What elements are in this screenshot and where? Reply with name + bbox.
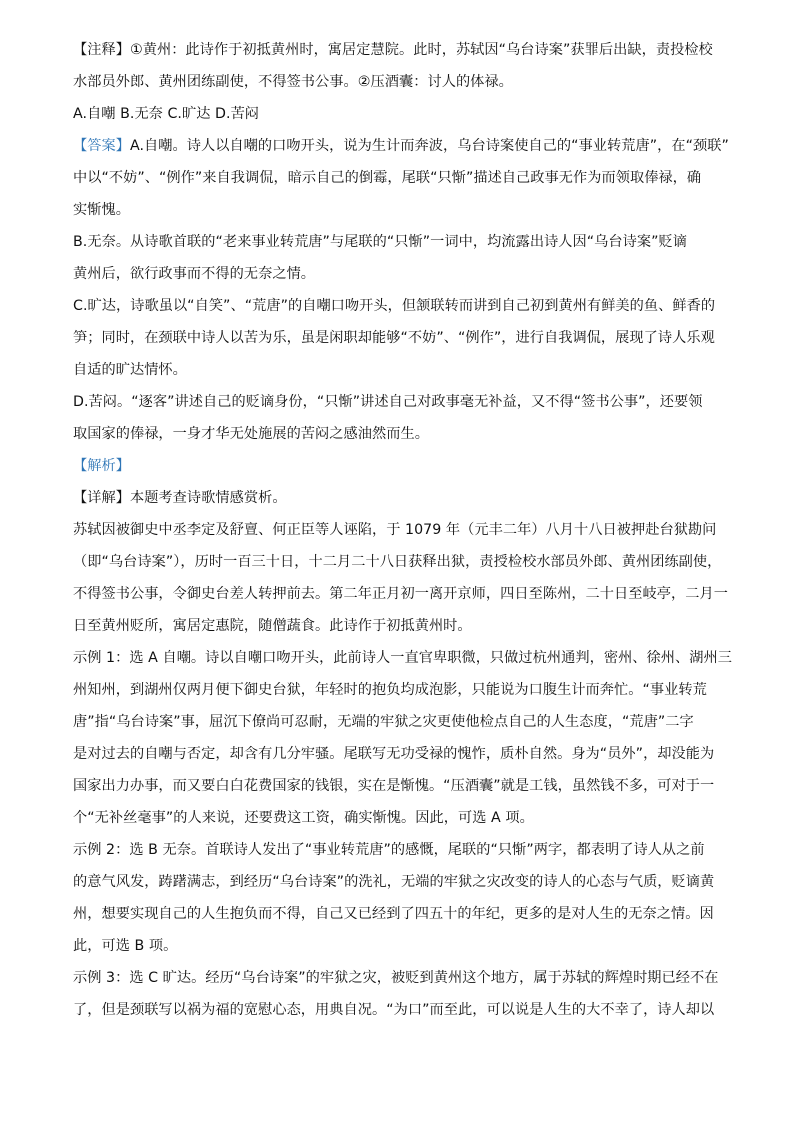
text-segment: ①黄州：此诗作于初抵黄州时，寓居定慧院。此时，苏轼因“乌台诗案”获罪后出缺，责投检校 [129, 42, 713, 58]
text-line [73, 104, 723, 124]
text-segment: 中以“不妨”、“例作”来自我调侃，暗示自己的倒霉，尾联“只惭”描述自己政事无作为而领取俸禄，确 [73, 170, 702, 186]
text-line [73, 552, 723, 572]
text-line [73, 872, 723, 892]
text-line [73, 776, 723, 796]
section-heading: 【解析】 [73, 458, 130, 474]
text-segment: 是对过去的自嘲与否定，却含有几分牢骚。尾联写无功受禄的愧怍，质朴自然。身为“员外”，却没能为 [73, 746, 715, 762]
text-segment: 了，但是颈联写以祸为福的宽慰心态，用典自况。“为口”而至此，可以说是人生的大不幸了，诗人却以 [73, 1002, 715, 1018]
text-line [73, 968, 723, 988]
text-segment: 唐”指“乌台诗案”事，屈沉下僚尚可忍耐，无端的牢狱之灾更使他检点自己的人生态度，“荒唐”二字 [73, 714, 694, 730]
text-segment: 自适的旷达情怀。 [73, 362, 187, 378]
text-line [73, 840, 723, 860]
text-line [73, 40, 723, 60]
text-segment: 国家出力办事，而又要白白花费国家的钱银，实在是惭愧。“压酒囊”就是工钱，虽然钱不多，可对于一 [73, 778, 715, 794]
text-line [73, 616, 723, 636]
text-line [73, 744, 723, 764]
text-line [73, 200, 723, 220]
text-segment: 苏轼因被御史中丞李定及舒亶、何正臣等人诬陷，于 1079 年（元丰二年）八月十八日被押赴台狱勘问 [73, 522, 717, 538]
text-segment: 此，可选 B 项。 [73, 938, 178, 954]
text-line [73, 520, 723, 540]
text-line [73, 328, 723, 348]
text-segment: 日至黄州贬所，寓居定惠院，随僧蔬食。此诗作于初抵黄州时。 [73, 618, 472, 634]
text-segment: A.自嘲。诗人以自嘲的口吻开头，说为生计而奔波，乌台诗案使自己的“事业转荒唐”，在“颈联” [129, 138, 729, 154]
text-segment: 【注释】 [73, 42, 130, 58]
text-segment: 个“无补丝毫事”的人来说，还要费这工资，确实惭愧。因此，可选 A 项。 [73, 810, 534, 826]
text-segment: B.无奈。从诗歌首联的“老来事业转荒唐”与尾联的“只惭”一词中，均流露出诗人因“乌台诗案”贬谪 [73, 234, 688, 250]
text-line [73, 168, 723, 188]
text-line [73, 264, 723, 284]
text-segment: （即“乌台诗案”），历时一百三十日，十二月二十八日获释出狱，责授检校水部员外郎、黄州团练副使， [73, 554, 722, 570]
text-line [73, 1000, 723, 1020]
text-segment: 黄州后，欲行政事而不得的无奈之情。 [73, 266, 316, 282]
text-line [73, 584, 728, 604]
text-line [73, 456, 723, 476]
text-segment: 取国家的俸禄，一身才华无处施展的苦闷之感油然而生。 [73, 426, 429, 442]
text-segment: 示例 3：选 C 旷达。经历“乌台诗案”的牢狱之灾，被贬到黄州这个地方，属于苏轼的辉煌时期已经不在 [73, 970, 719, 986]
text-line [73, 72, 723, 92]
text-line [73, 712, 723, 732]
text-segment: 示例 2：选 B 无奈。首联诗人发出了“事业转荒唐”的感慨，尾联的“只惭”两字，都表明了诗人从之前 [73, 842, 705, 858]
text-segment: D.苦闷。“逐客”讲述自己的贬谪身份，“只惭”讲述自己对政事毫无补益，又不得“签书公事”，还要领 [73, 394, 703, 410]
text-line [73, 808, 723, 828]
text-line [73, 360, 723, 380]
text-segment: 州知州，到湖州仅两月便下御史台狱，年轻时的抱负均成泡影，只能说为口腹生计而奔忙。“事业转荒 [73, 682, 707, 698]
text-line [73, 904, 723, 924]
text-segment: 笋；同时，在颈联中诗人以苦为乐，虽是闲职却能够“不妨”、“例作”，进行自我调侃，展现了诗人乐观 [73, 330, 715, 346]
text-line [73, 488, 723, 508]
text-segment: 水部员外郎、黄州团练副使，不得签书公事。②压酒囊：讨人的体禄。 [73, 74, 513, 90]
text-line [73, 680, 723, 700]
text-segment: 实惭愧。 [73, 202, 130, 218]
text-segment: C.旷达，诗歌虽以“自笑”、“荒唐”的自嘲口吻开头，但颔联转而讲到自己初到黄州有鲜美的鱼、鲜香的 [73, 298, 716, 314]
text-line [73, 232, 723, 252]
text-line [73, 424, 723, 444]
section-heading: 【答案】 [73, 138, 130, 154]
text-line [73, 648, 732, 668]
text-line [73, 392, 723, 412]
text-segment: 不得签书公事，令御史台差人转押前去。第二年正月初一离开京师，四日至陈州，二十日至岐亭，二月一 [73, 586, 728, 602]
text-segment: A.自嘲 B.无奈 C.旷达 D.苦闷 [73, 106, 260, 122]
text-segment: 州，想要实现自己的人生抱负而不得，自己又已经到了四五十的年纪，更多的是对人生的无奈之情。因 [73, 906, 714, 922]
text-line [73, 936, 723, 956]
text-segment: 【详解】本题考查诗歌情感赏析。 [73, 490, 287, 506]
text-segment: 的意气风发，踌躇满志，到经历“乌台诗案”的洗礼，无端的牢狱之灾改变的诗人的心态与气质，贬谪黄 [73, 874, 715, 890]
text-line [73, 296, 723, 316]
text-segment: 示例 1：选 A 自嘲。诗以自嘲口吻开头，此前诗人一直官卑职微，只做过杭州通判，密州、徐州、湖州三 [73, 650, 732, 666]
text-line [73, 136, 729, 156]
